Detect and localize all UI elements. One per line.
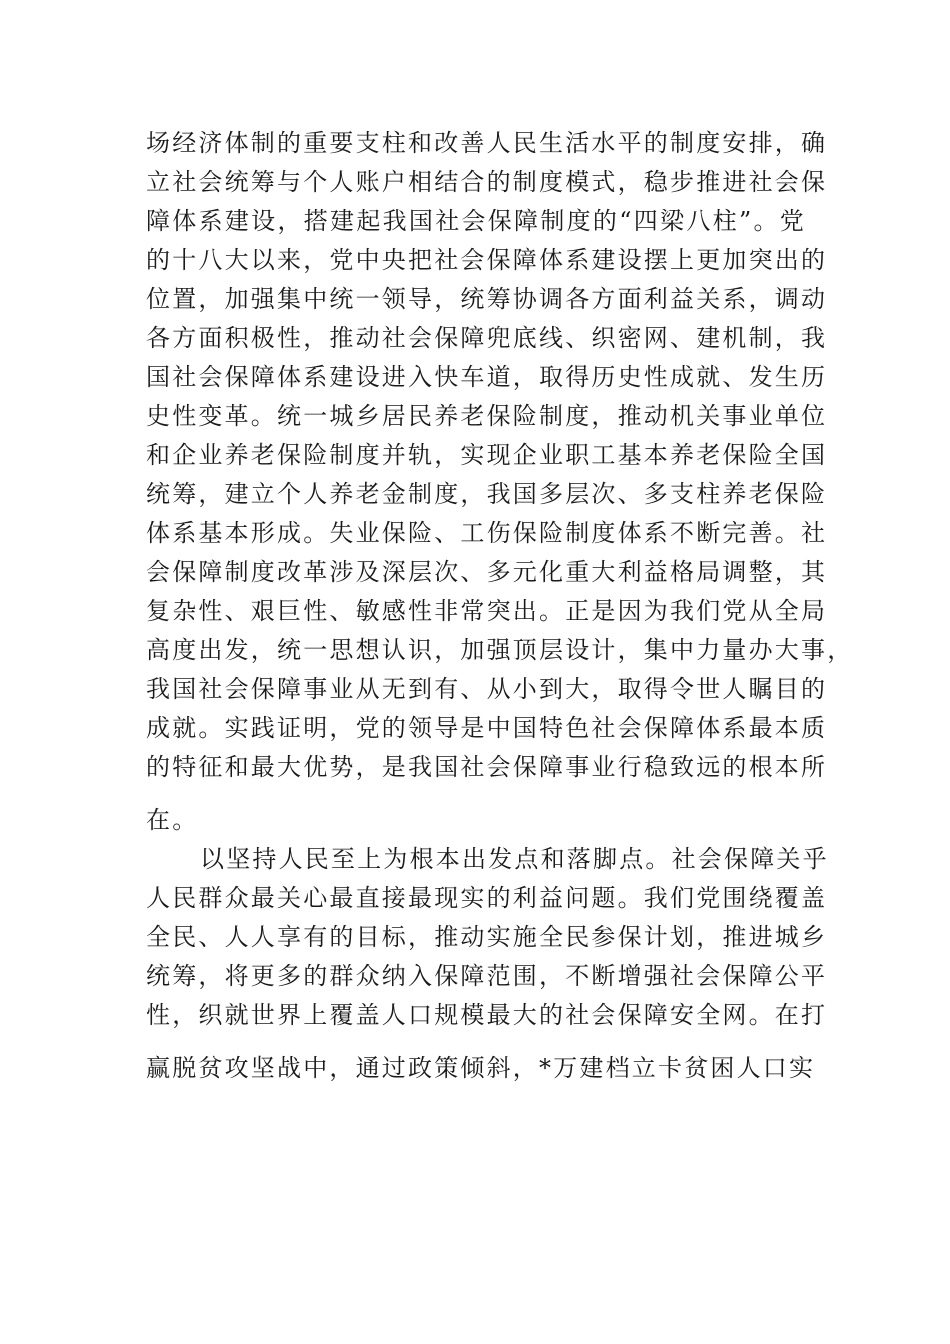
- text-line: 史性变革。统一城乡居民养老保险制度，推动机关事业单位: [146, 402, 828, 430]
- text-line: 各方面积极性，推动社会保障兜底线、织密网、建机制，我: [146, 324, 828, 352]
- text-line: 统筹，将更多的群众纳入保障范围，不断增强社会保障公平: [146, 962, 828, 990]
- text-line: 的特征和最大优势，是我国社会保障事业行稳致远的根本所: [146, 753, 828, 781]
- paragraph-1: [146, 124, 854, 840]
- text-line: 赢脱贫攻坚战中，通过政策倾斜，*万建档立卡贫困人口实: [146, 1054, 816, 1082]
- text-line: 复杂性、艰巨性、敏感性非常突出。正是因为我们党从全局: [146, 597, 828, 625]
- text-line: 体系基本形成。失业保险、工伤保险制度体系不断完善。社: [146, 519, 828, 547]
- text-line: 在。: [146, 806, 199, 834]
- paragraph-2: [146, 840, 829, 1088]
- text-line: 人民群众最关心最直接最现实的利益问题。我们党围绕覆盖: [146, 884, 828, 912]
- text-line: 的十八大以来，党中央把社会保障体系建设摆上更加突出的: [146, 246, 828, 274]
- text-line: 位置，加强集中统一领导，统筹协调各方面利益关系，调动: [146, 285, 828, 313]
- text-line: 成就。实践证明，党的领导是中国特色社会保障体系最本质: [146, 714, 828, 742]
- text-line: 立社会统筹与个人账户相结合的制度模式，稳步推进社会保: [146, 168, 828, 196]
- text-line: 我国社会保障事业从无到有、从小到大，取得令世人瞩目的: [146, 675, 828, 703]
- text-line: 性，织就世界上覆盖人口规模最大的社会保障安全网。在打: [146, 1001, 828, 1029]
- text-line: 统筹，建立个人养老金制度，我国多层次、多支柱养老保险: [146, 480, 828, 508]
- text-line: 高度出发，统一思想认识，加强顶层设计，集中力量办大事，: [146, 636, 854, 664]
- text-line: 会保障制度改革涉及深层次、多元化重大利益格局调整，其: [146, 558, 828, 586]
- text-line: 场经济体制的重要支柱和改善人民生活水平的制度安排，确: [146, 129, 828, 157]
- text-line: 障体系建设，搭建起我国社会保障制度的“四梁八柱”。党: [146, 207, 806, 235]
- text-line: 国社会保障体系建设进入快车道，取得历史性成就、发生历: [146, 363, 828, 391]
- text-line: 和企业养老保险制度并轨，实现企业职工基本养老保险全国: [146, 441, 828, 469]
- text-line: 以坚持人民至上为根本出发点和落脚点。社会保障关乎: [200, 845, 829, 873]
- text-line: 全民、人人享有的目标，推动实施全民参保计划，推进城乡: [146, 923, 828, 951]
